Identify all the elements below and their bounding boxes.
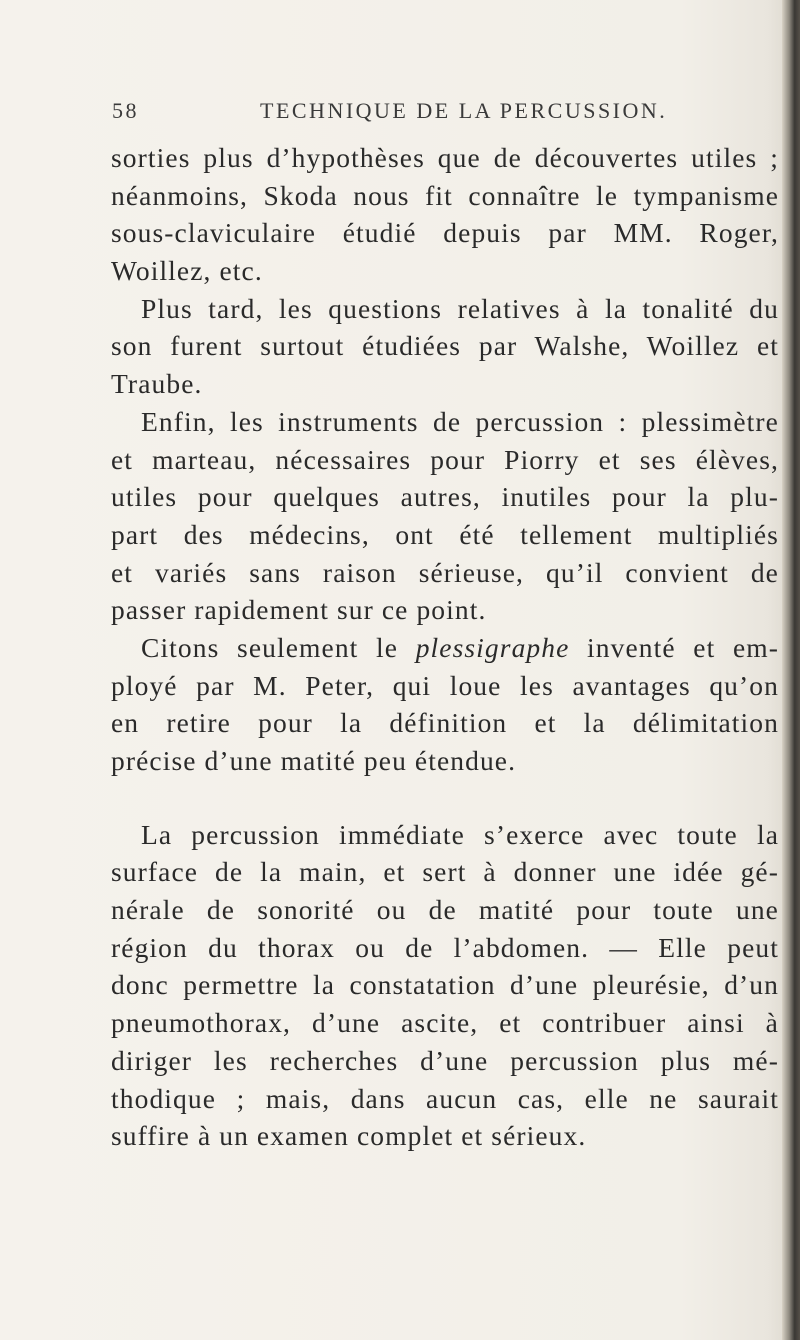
paragraph-2 (111, 290, 779, 403)
text-line: La percussion immédiate s’exerce avec toute la (141, 818, 779, 850)
text-line: précise d’une matité peu étendue. (111, 745, 517, 776)
text-line: région du thorax ou de l’abdomen. — Elle peut (111, 931, 779, 963)
text-line: nérale de sonorité ou de matité pour toute une (111, 894, 779, 926)
text-line: donc permettre la constatation d’une pleurésie, d’un (111, 969, 779, 1001)
text-line: surface de la main, et sert à donner une idée gé- (111, 856, 779, 888)
page-header (112, 98, 712, 128)
italic-term: plessigraphe (415, 631, 570, 663)
text-line: et variés sans raison sérieuse, qu’il convient de (111, 556, 779, 588)
text-line: néanmoins, Skoda nous fit connaître le tympanisme (111, 179, 779, 211)
text-line: Enfin, les instruments de percussion : plessimètre (141, 405, 779, 437)
text-line: thodique ; mais, dans aucun cas, elle ne saurait (111, 1082, 779, 1114)
text-line: utiles pour quelques autres, inutiles pour la plu- (111, 481, 779, 513)
body-text (111, 139, 779, 1155)
paragraph-5 (111, 816, 779, 1155)
text-line (111, 629, 779, 667)
text-line: Traube. (111, 368, 203, 400)
text-line: passer rapidement sur ce point. (111, 594, 487, 626)
text-line: pneumothorax, d’une ascite, et contribuer ainsi à (111, 1007, 779, 1039)
text-line: sous-claviculaire étudié depuis par MM. Roger, (111, 217, 779, 249)
text-line: Woillez, etc. (111, 255, 263, 287)
paragraph-3 (111, 403, 779, 629)
text-line: ployé par M. Peter, qui loue les avantages qu’on (111, 669, 779, 701)
text-line: suffire à un examen complet et sérieux. (111, 1120, 587, 1152)
text-line: en retire pour la définition et la délimitation (111, 707, 779, 739)
book-binding-edge (782, 0, 800, 1340)
paragraph-4 (111, 629, 779, 780)
page-number: 58 (112, 98, 139, 123)
text-line: diriger les recherches d’une percussion plus mé- (111, 1044, 779, 1076)
paragraph-1 (111, 139, 779, 290)
text-line: et marteau, nécessaires pour Piorry et ses élèves, (111, 443, 779, 475)
text-segment: inventé et em- (587, 631, 779, 663)
running-title: TECHNIQUE DE LA PERCUSSION. (260, 98, 668, 123)
text-line: son furent surtout étudiées par Walshe, Woillez et (111, 330, 779, 362)
text-segment: Citons seulement le (141, 631, 399, 663)
text-line: part des médecins, ont été tellement multipliés (111, 518, 779, 550)
text-line: Plus tard, les questions relatives à la tonalité du (141, 292, 779, 324)
paragraph-gap (111, 780, 779, 816)
text-line: sorties plus d’hypothèses que de découvertes utiles ; (111, 142, 779, 173)
